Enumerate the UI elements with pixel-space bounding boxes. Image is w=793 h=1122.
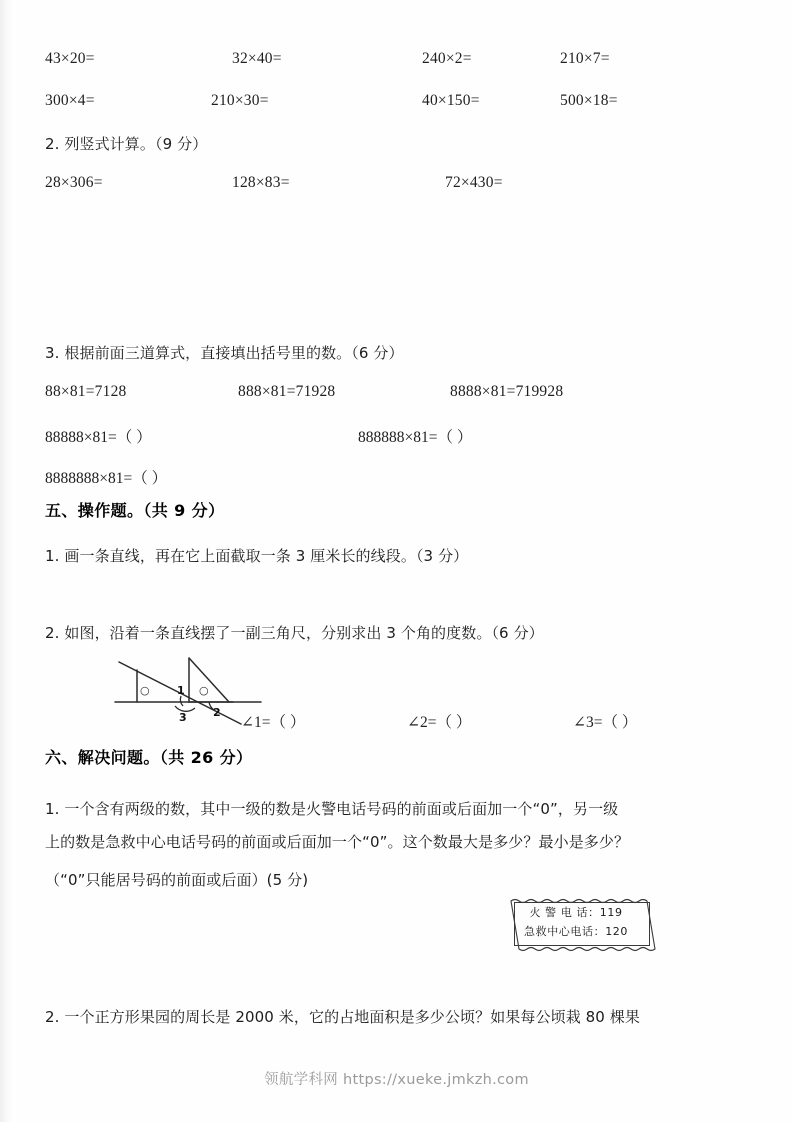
- question-3-given-1: 88×81=7128: [45, 383, 127, 400]
- question-2-prompt: 2. 列竖式计算。（9 分）: [45, 135, 208, 153]
- section-6-question-1-line-3: （“0”只能居号码的前面或后面）(5 分): [45, 871, 309, 889]
- angle-3-answer-blank[interactable]: ∠3=（ ）: [573, 714, 638, 731]
- oral-expr-1-2: 32×40=: [232, 50, 282, 67]
- section-5-question-1: 1. 画一条直线，再在它上面截取一条 3 厘米长的线段。（3 分）: [45, 547, 469, 565]
- footer-watermark: 领航学科网 https://xueke.jmkzh.com: [264, 1072, 529, 1088]
- scan-edge-shading: [0, 0, 14, 1122]
- section-6-question-2-line-1: 2. 一个正方形果园的周长是 2000 米，它的占地面积是多少公顷？如果每公顷栽 80 棵果: [45, 1008, 641, 1026]
- section-6-heading: 六、解决问题。（共 26 分）: [45, 748, 253, 767]
- section-5-question-2: 2. 如图，沿着一条直线摆了一副三角尺，分别求出 3 个角的度数。（6 分）: [45, 624, 544, 642]
- right-right-angle-mark: ○: [199, 684, 209, 697]
- angle-3-label: 3: [179, 711, 187, 724]
- oral-expr-1-4: 210×7=: [560, 50, 610, 67]
- oral-expr-1-1: 43×20=: [45, 50, 95, 67]
- angle-1-arc: [180, 696, 183, 706]
- section-5-question-1-work-area: [45, 568, 745, 616]
- question-3-prompt: 3. 根据前面三道算式，直接填出括号里的数。（6 分）: [45, 344, 404, 362]
- question-3-blank-1[interactable]: 88888×81=（ ）: [45, 429, 152, 446]
- question-3-given-2: 888×81=71928: [238, 383, 336, 400]
- section-6-question-1-line-2: 上的数是急救中心电话号码的前面或后面加一个“0”。这个数最大是多少？最小是多少？: [45, 833, 630, 851]
- section-6-question-1-line-1: 1. 一个含有两级的数，其中一级的数是火警电话号码的前面或后面加一个“0”，另一级: [45, 800, 619, 818]
- question-3-blank-3[interactable]: 8888888×81=（ ）: [45, 470, 168, 487]
- question-3-given-3: 8888×81=719928: [450, 383, 564, 400]
- question-2-item-1: 28×306=: [45, 174, 103, 191]
- angle-2-answer-blank[interactable]: ∠2=（ ）: [407, 714, 472, 731]
- question-2-item-2: 128×83=: [232, 174, 290, 191]
- emergency-phone-callout: [508, 897, 658, 953]
- page-content: [45, 0, 745, 1122]
- right-square-hypotenuse: [189, 658, 229, 702]
- oral-expr-2-4: 500×18=: [560, 92, 618, 109]
- fire-phone-line: 火 警 电 话：119: [529, 906, 623, 919]
- ambulance-phone-line: 急救中心电话：120: [524, 925, 628, 938]
- angle-1-label: 1: [177, 684, 185, 697]
- oral-expr-1-3: 240×2=: [422, 50, 472, 67]
- angle-1-answer-blank[interactable]: ∠1=（ ）: [241, 714, 306, 731]
- question-2-work-area: [45, 200, 745, 320]
- oral-expr-2-3: 40×150=: [422, 92, 480, 109]
- section-5-heading: 五、操作题。（共 9 分）: [45, 501, 225, 520]
- oral-expr-2-2: 210×30=: [211, 92, 269, 109]
- left-right-angle-mark: ○: [140, 684, 150, 697]
- question-2-item-3: 72×430=: [445, 174, 503, 191]
- oral-expr-2-1: 300×4=: [45, 92, 95, 109]
- question-3-blank-2[interactable]: 888888×81=（ ）: [358, 429, 473, 446]
- angle-2-label: 2: [213, 706, 221, 719]
